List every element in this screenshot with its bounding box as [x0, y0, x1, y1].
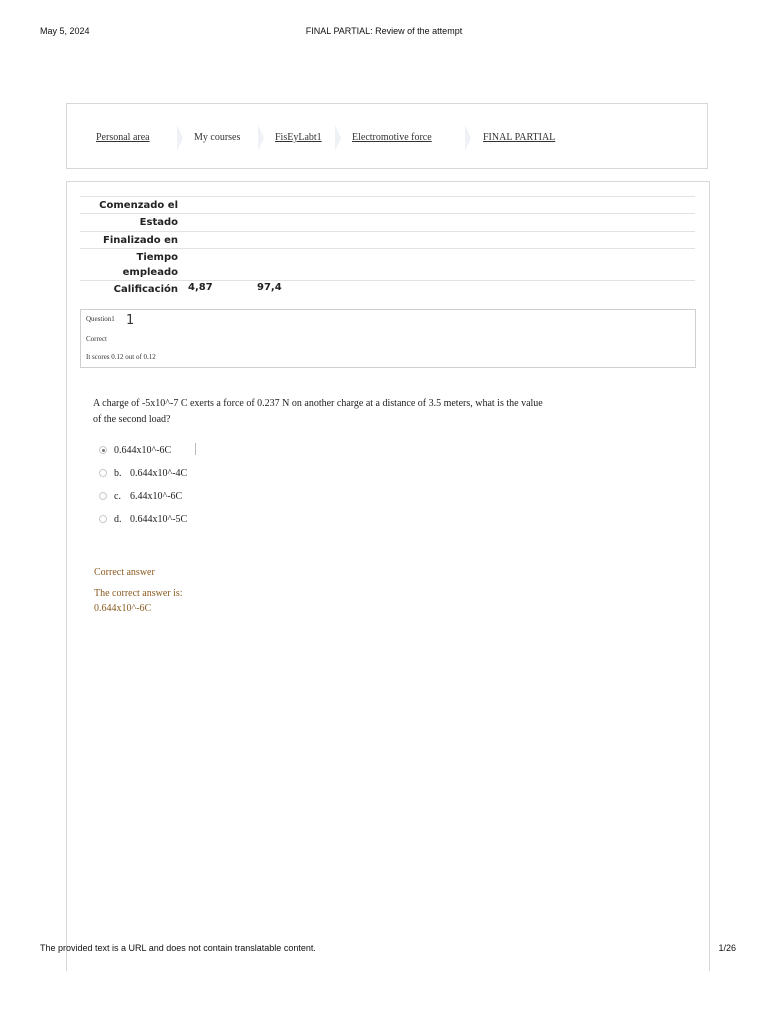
finished-label: Finalizado en — [103, 235, 178, 246]
breadcrumb-course[interactable]: FisEyLabt1 — [275, 132, 322, 143]
feedback-correct-answer: 0.644x10^-6C — [94, 603, 152, 614]
chevron-right-icon — [177, 125, 183, 151]
page-number: 1/26 — [718, 943, 736, 953]
chevron-right-icon — [465, 125, 471, 151]
summary-row-finished — [80, 231, 695, 249]
question-score: It scores 0.12 out of 0.12 — [86, 353, 156, 361]
breadcrumb-quiz[interactable]: FINAL PARTIAL — [483, 132, 556, 143]
print-date: May 5, 2024 — [40, 26, 90, 36]
option-text: 6.44x10^-6C — [130, 491, 183, 502]
option-letter: b. — [114, 468, 122, 479]
option-text: 0.644x10^-4C — [130, 468, 188, 479]
time-label-line1: Tiempo — [136, 252, 178, 263]
print-footer-note: The provided text is a URL and does not contain translatable content. — [40, 943, 316, 953]
option-letter: c. — [114, 491, 121, 502]
time-label-line2: empleado — [122, 267, 178, 278]
question-info-box — [80, 309, 696, 368]
chevron-right-icon — [258, 125, 264, 151]
breadcrumb-underline-spacer — [96, 132, 169, 133]
started-label: Comenzado el — [99, 200, 178, 211]
print-header — [40, 26, 728, 40]
feedback-intro: The correct answer is: — [94, 588, 183, 599]
radio-selected-icon[interactable] — [99, 446, 107, 454]
text-cursor-icon — [195, 443, 196, 455]
summary-row-grade — [80, 280, 695, 298]
breadcrumb-personal-area[interactable]: Personal area — [96, 132, 150, 143]
radio-icon[interactable] — [99, 469, 107, 477]
content-container — [66, 181, 710, 971]
print-footer — [40, 943, 736, 957]
print-title: FINAL PARTIAL: Review of the attempt — [305, 26, 463, 36]
summary-row-time — [80, 248, 695, 281]
question-text: A charge of -5x10^-7 C exerts a force of 0.237 N on another charge at a distance of 3.5 meters, what is the value of the second load? — [93, 398, 543, 425]
option-text: 0.644x10^-5C — [130, 514, 188, 525]
breadcrumb-container — [66, 103, 708, 169]
state-label: Estado — [139, 217, 178, 228]
breadcrumb-section[interactable]: Electromotive force — [352, 132, 432, 143]
breadcrumb-my-courses[interactable]: My courses — [194, 132, 241, 143]
radio-icon[interactable] — [99, 492, 107, 500]
option-letter: d. — [114, 514, 122, 525]
summary-row-state — [80, 213, 695, 231]
radio-icon[interactable] — [99, 515, 107, 523]
chevron-right-icon — [335, 125, 341, 151]
option-text: 0.644x10^-6C — [114, 445, 172, 456]
grade-value: 4,87 — [188, 282, 213, 293]
question-label: Question1 — [86, 315, 115, 323]
grade-percent: 97,4 — [257, 282, 282, 293]
question-number: 1 — [126, 313, 135, 328]
feedback-title: Correct answer — [94, 567, 155, 578]
question-status: Correct — [86, 335, 107, 343]
grade-label: Calificación — [113, 284, 178, 295]
summary-row-started — [80, 196, 695, 214]
